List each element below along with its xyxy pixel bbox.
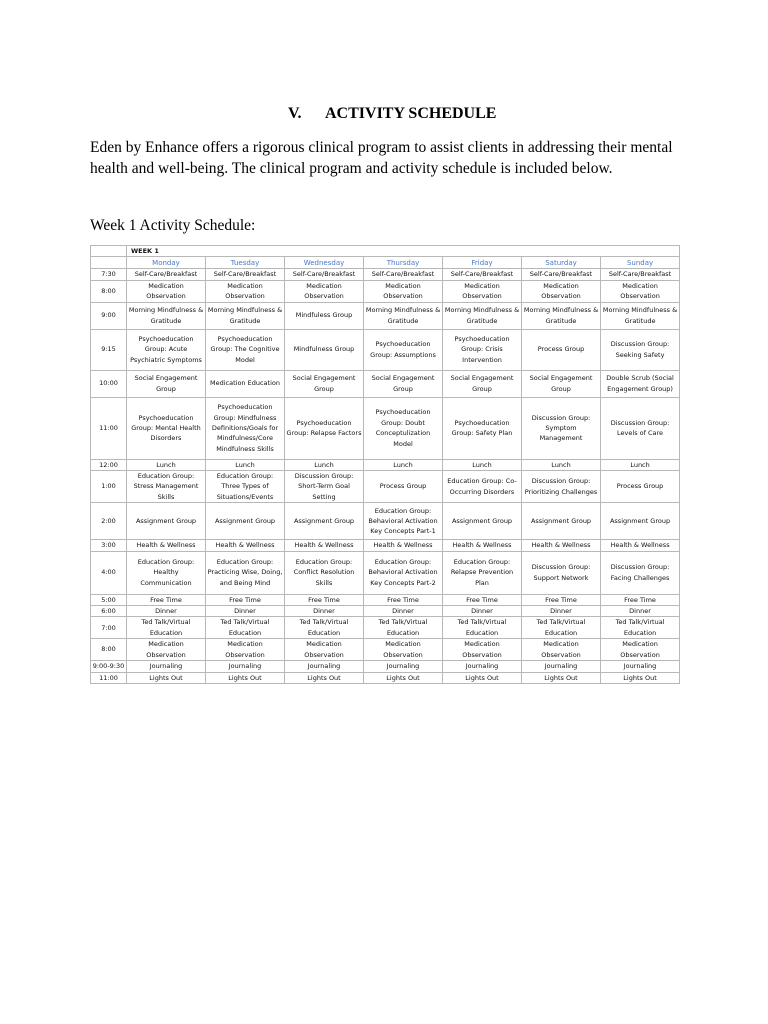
activity-cell-friday: Lights Out <box>443 672 522 683</box>
activity-cell-monday: Education Group: Stress Management Skills <box>127 471 206 503</box>
activity-cell-friday: Lunch <box>443 459 522 470</box>
activity-cell-sunday: Free Time <box>601 594 680 605</box>
activity-cell-tuesday: Journaling <box>206 661 285 672</box>
activity-cell-sunday: Double Scrub (Social Engagement Group) <box>601 370 680 397</box>
activity-cell-friday: Social Engagement Group <box>443 370 522 397</box>
activity-cell-sunday: Discussion Group: Levels of Care <box>601 397 680 459</box>
time-cell: 11:00 <box>91 397 127 459</box>
activity-cell-monday: Dinner <box>127 606 206 617</box>
activity-cell-thursday: Psychoeducation Group: Assumptions <box>364 329 443 370</box>
activity-cell-tuesday: Medication Observation <box>206 280 285 302</box>
activity-cell-monday: Education Group: Healthy Communication <box>127 551 206 594</box>
activity-cell-saturday: Morning Mindfulness & Gratitude <box>522 302 601 329</box>
time-cell: 10:00 <box>91 370 127 397</box>
activity-cell-wednesday: Medication Observation <box>285 280 364 302</box>
table-row <box>91 397 680 459</box>
day-header-saturday: Saturday <box>522 257 601 269</box>
activity-cell-saturday: Assignment Group <box>522 503 601 540</box>
schedule-body <box>91 246 680 684</box>
activity-cell-sunday: Discussion Group: Facing Challenges <box>601 551 680 594</box>
activity-cell-saturday: Lights Out <box>522 672 601 683</box>
activity-cell-saturday: Medication Observation <box>522 639 601 661</box>
activity-cell-monday: Social Engagement Group <box>127 370 206 397</box>
activity-cell-saturday: Social Engagement Group <box>522 370 601 397</box>
activity-cell-wednesday: Psychoeducation Group: Relapse Factors <box>285 397 364 459</box>
activity-cell-friday: Dinner <box>443 606 522 617</box>
activity-cell-sunday: Morning Mindfulness & Gratitude <box>601 302 680 329</box>
activity-cell-saturday: Dinner <box>522 606 601 617</box>
time-cell: 2:00 <box>91 503 127 540</box>
activity-cell-sunday: Lunch <box>601 459 680 470</box>
table-row <box>91 661 680 672</box>
activity-cell-tuesday: Assignment Group <box>206 503 285 540</box>
activity-cell-sunday: Process Group <box>601 471 680 503</box>
activity-cell-monday: Journaling <box>127 661 206 672</box>
time-cell: 4:00 <box>91 551 127 594</box>
activity-cell-saturday: Medication Observation <box>522 280 601 302</box>
activity-cell-saturday: Process Group <box>522 329 601 370</box>
day-header-sunday: Sunday <box>601 257 680 269</box>
activity-cell-friday: Psychoeducation Group: Safety Plan <box>443 397 522 459</box>
activity-cell-saturday: Discussion Group: Prioritizing Challenges <box>522 471 601 503</box>
activity-cell-monday: Morning Mindfulness & Gratitude <box>127 302 206 329</box>
activity-cell-monday: Lunch <box>127 459 206 470</box>
activity-cell-tuesday: Psychoeducation Group: The Cognitive Model <box>206 329 285 370</box>
table-row <box>91 459 680 470</box>
activity-cell-sunday: Journaling <box>601 661 680 672</box>
activity-cell-tuesday: Self-Care/Breakfast <box>206 269 285 280</box>
time-cell: 9:15 <box>91 329 127 370</box>
activity-cell-friday: Psychoeducation Group: Crisis Intervention <box>443 329 522 370</box>
activity-cell-wednesday: Medication Observation <box>285 639 364 661</box>
activity-cell-friday: Ted Talk/Virtual Education <box>443 617 522 639</box>
activity-cell-wednesday: Health & Wellness <box>285 540 364 551</box>
section-title: ACTIVITY SCHEDULE <box>325 105 497 122</box>
time-cell: 1:00 <box>91 471 127 503</box>
activity-cell-wednesday: Lights Out <box>285 672 364 683</box>
time-cell: 8:00 <box>91 280 127 302</box>
activity-cell-wednesday: Free Time <box>285 594 364 605</box>
activity-cell-friday: Education Group: Co-Occurring Disorders <box>443 471 522 503</box>
activity-cell-thursday: Lunch <box>364 459 443 470</box>
activity-cell-friday: Journaling <box>443 661 522 672</box>
activity-cell-wednesday: Ted Talk/Virtual Education <box>285 617 364 639</box>
table-row <box>91 269 680 280</box>
table-row <box>91 503 680 540</box>
section-number: V. <box>288 105 302 122</box>
activity-cell-thursday: Education Group: Behavioral Activation Key Concepts Part-2 <box>364 551 443 594</box>
activity-cell-wednesday: Journaling <box>285 661 364 672</box>
time-cell: 9:00-9:30 <box>91 661 127 672</box>
activity-cell-wednesday: Discussion Group: Short-Term Goal Setting <box>285 471 364 503</box>
activity-cell-monday: Free Time <box>127 594 206 605</box>
activity-cell-thursday: Process Group <box>364 471 443 503</box>
table-row <box>91 606 680 617</box>
activity-cell-monday: Ted Talk/Virtual Education <box>127 617 206 639</box>
table-row <box>91 617 680 639</box>
time-cell: 7:30 <box>91 269 127 280</box>
activity-cell-saturday: Ted Talk/Virtual Education <box>522 617 601 639</box>
activity-cell-sunday: Discussion Group: Seeking Safety <box>601 329 680 370</box>
week-label-row <box>91 246 680 257</box>
table-row <box>91 551 680 594</box>
corner-cell <box>91 246 127 257</box>
activity-cell-sunday: Assignment Group <box>601 503 680 540</box>
activity-cell-monday: Medication Observation <box>127 280 206 302</box>
activity-cell-tuesday: Medication Observation <box>206 639 285 661</box>
activity-cell-thursday: Social Engagement Group <box>364 370 443 397</box>
activity-cell-sunday: Health & Wellness <box>601 540 680 551</box>
activity-cell-thursday: Psychoeducation Group: Doubt Conceptulization Model <box>364 397 443 459</box>
time-header-cell <box>91 257 127 269</box>
table-row <box>91 540 680 551</box>
activity-cell-monday: Psychoeducation Group: Acute Psychiatric Symptoms <box>127 329 206 370</box>
activity-cell-wednesday: Assignment Group <box>285 503 364 540</box>
table-row <box>91 280 680 302</box>
activity-cell-tuesday: Dinner <box>206 606 285 617</box>
activity-cell-thursday: Self-Care/Breakfast <box>364 269 443 280</box>
activity-cell-friday: Health & Wellness <box>443 540 522 551</box>
activity-cell-thursday: Medication Observation <box>364 639 443 661</box>
activity-cell-thursday: Medication Observation <box>364 280 443 302</box>
activity-cell-thursday: Education Group: Behavioral Activation Key Concepts Part-1 <box>364 503 443 540</box>
week-heading: Week 1 Activity Schedule: <box>90 217 256 234</box>
activity-cell-monday: Lights Out <box>127 672 206 683</box>
activity-cell-wednesday: Dinner <box>285 606 364 617</box>
time-cell: 7:00 <box>91 617 127 639</box>
activity-cell-sunday: Medication Observation <box>601 280 680 302</box>
day-header-wednesday: Wednesday <box>285 257 364 269</box>
activity-cell-tuesday: Education Group: Three Types of Situations/Events <box>206 471 285 503</box>
activity-cell-sunday: Self-Care/Breakfast <box>601 269 680 280</box>
activity-cell-friday: Medication Observation <box>443 280 522 302</box>
time-cell: 6:00 <box>91 606 127 617</box>
table-row <box>91 302 680 329</box>
activity-cell-tuesday: Morning Mindfulness & Gratitude <box>206 302 285 329</box>
activity-cell-saturday: Lunch <box>522 459 601 470</box>
day-header-friday: Friday <box>443 257 522 269</box>
activity-cell-thursday: Free Time <box>364 594 443 605</box>
day-header-tuesday: Tuesday <box>206 257 285 269</box>
intro-paragraph <box>90 137 690 179</box>
table-row <box>91 594 680 605</box>
activity-cell-sunday: Medication Observation <box>601 639 680 661</box>
day-header-thursday: Thursday <box>364 257 443 269</box>
activity-cell-monday: Psychoeducation Group: Mental Health Disorders <box>127 397 206 459</box>
activity-cell-wednesday: Lunch <box>285 459 364 470</box>
activity-cell-tuesday: Medication Education <box>206 370 285 397</box>
activity-cell-friday: Medication Observation <box>443 639 522 661</box>
activity-cell-sunday: Ted Talk/Virtual Education <box>601 617 680 639</box>
activity-cell-monday: Self-Care/Breakfast <box>127 269 206 280</box>
activity-cell-thursday: Health & Wellness <box>364 540 443 551</box>
activity-schedule-table <box>90 245 680 684</box>
time-cell: 3:00 <box>91 540 127 551</box>
day-header-monday: Monday <box>127 257 206 269</box>
intro-text: Eden by Enhance offers a rigorous clinical program to assist clients in addressing their mental health and well-being. The clinical program and activity schedule is included below. <box>90 139 673 177</box>
table-row <box>91 639 680 661</box>
activity-cell-wednesday: Mindfulness Group <box>285 329 364 370</box>
activity-cell-thursday: Journaling <box>364 661 443 672</box>
activity-cell-wednesday: Mindfuless Group <box>285 302 364 329</box>
activity-cell-tuesday: Free Time <box>206 594 285 605</box>
time-cell: 5:00 <box>91 594 127 605</box>
activity-cell-saturday: Discussion Group: Symptom Management <box>522 397 601 459</box>
activity-cell-friday: Self-Care/Breakfast <box>443 269 522 280</box>
activity-cell-thursday: Lights Out <box>364 672 443 683</box>
activity-cell-friday: Assignment Group <box>443 503 522 540</box>
time-cell: 11:00 <box>91 672 127 683</box>
activity-cell-thursday: Morning Mindfulness & Gratitude <box>364 302 443 329</box>
activity-cell-saturday: Free Time <box>522 594 601 605</box>
activity-cell-tuesday: Health & Wellness <box>206 540 285 551</box>
activity-cell-tuesday: Lights Out <box>206 672 285 683</box>
activity-cell-monday: Medication Observation <box>127 639 206 661</box>
activity-cell-thursday: Ted Talk/Virtual Education <box>364 617 443 639</box>
activity-cell-friday: Free Time <box>443 594 522 605</box>
activity-cell-saturday: Journaling <box>522 661 601 672</box>
time-cell: 12:00 <box>91 459 127 470</box>
activity-cell-saturday: Health & Wellness <box>522 540 601 551</box>
activity-cell-friday: Morning Mindfulness & Gratitude <box>443 302 522 329</box>
time-cell: 8:00 <box>91 639 127 661</box>
activity-cell-tuesday: Education Group: Practicing Wise, Doing, and Being Mind <box>206 551 285 594</box>
table-row <box>91 672 680 683</box>
activity-cell-sunday: Lights Out <box>601 672 680 683</box>
activity-cell-tuesday: Ted Talk/Virtual Education <box>206 617 285 639</box>
activity-cell-wednesday: Self-Care/Breakfast <box>285 269 364 280</box>
activity-cell-tuesday: Psychoeducation Group: Mindfulness Definitions/Goals for Mindfulness/Core Mindfulness Skills <box>206 397 285 459</box>
table-row <box>91 329 680 370</box>
activity-cell-wednesday: Education Group: Conflict Resolution Skills <box>285 551 364 594</box>
activity-cell-monday: Health & Wellness <box>127 540 206 551</box>
activity-cell-thursday: Dinner <box>364 606 443 617</box>
activity-cell-tuesday: Lunch <box>206 459 285 470</box>
activity-cell-friday: Education Group: Relapse Prevention Plan <box>443 551 522 594</box>
activity-cell-saturday: Self-Care/Breakfast <box>522 269 601 280</box>
activity-cell-sunday: Dinner <box>601 606 680 617</box>
week-label: WEEK 1 <box>127 246 680 257</box>
activity-cell-saturday: Discussion Group: Support Network <box>522 551 601 594</box>
table-row <box>91 370 680 397</box>
table-row <box>91 471 680 503</box>
day-header-row <box>91 257 680 269</box>
time-cell: 9:00 <box>91 302 127 329</box>
activity-cell-wednesday: Social Engagement Group <box>285 370 364 397</box>
activity-cell-monday: Assignment Group <box>127 503 206 540</box>
